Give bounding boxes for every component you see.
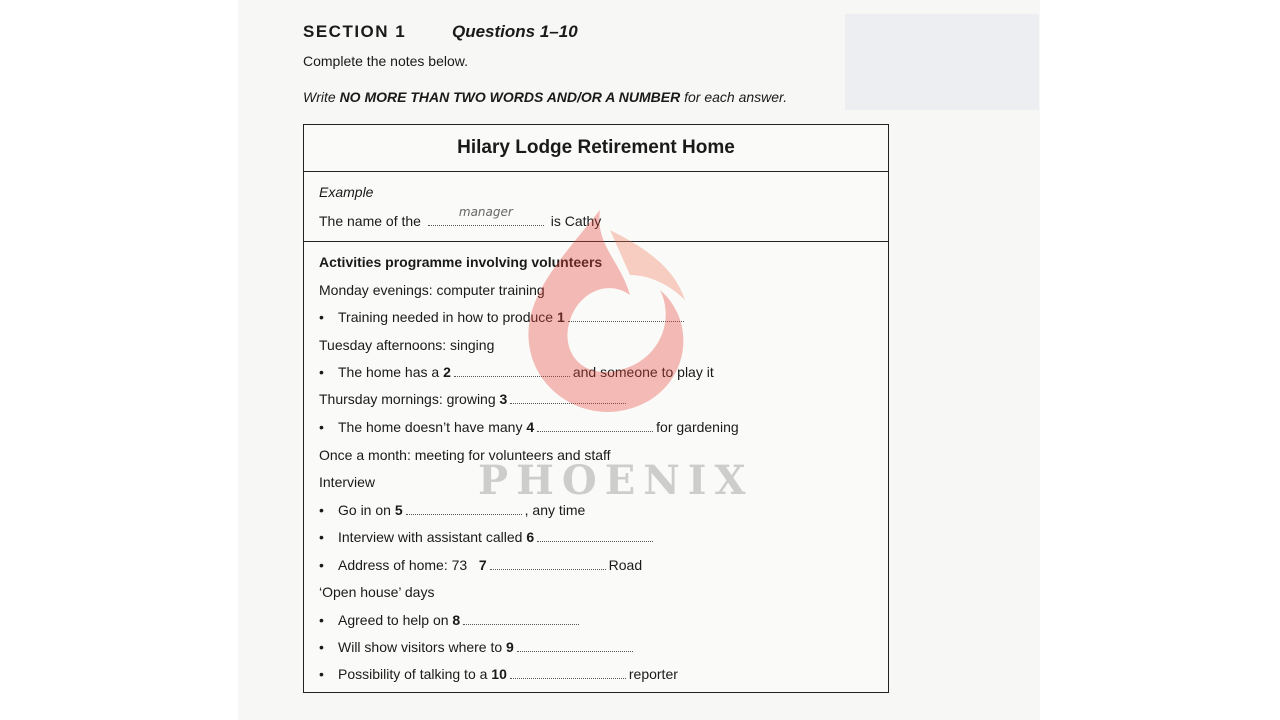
phoenix-watermark: PHOENIX	[478, 457, 754, 504]
questions-heading: Questions 1–10	[452, 22, 578, 41]
instruction-word-limit	[303, 89, 787, 105]
instruction-pre: Write	[303, 89, 340, 105]
q6-text: Interview with assistant called	[338, 529, 523, 545]
q3-text: Thursday mornings: growing	[319, 391, 496, 407]
grey-overlay-box	[845, 14, 1039, 110]
q4-number: 4	[526, 419, 535, 435]
q2-number: 2	[443, 364, 451, 380]
bullet-icon: •	[319, 364, 324, 380]
list-item-q5	[319, 502, 585, 518]
list-item-q10	[319, 666, 678, 682]
bullet-icon: •	[319, 557, 324, 573]
list-item-q7	[319, 557, 642, 573]
notes-box	[303, 124, 889, 693]
bullet-icon: •	[319, 639, 324, 655]
q2-text: The home has a	[338, 364, 440, 380]
example-row	[304, 172, 888, 242]
thursday-line	[319, 391, 629, 407]
bullet-icon: •	[319, 502, 324, 518]
section-heading: SECTION 1	[303, 22, 407, 41]
q8-number: 8	[452, 612, 461, 628]
tuesday-line: Tuesday afternoons: singing	[319, 337, 495, 353]
q1-number: 1	[556, 309, 565, 325]
list-item-q4	[319, 419, 739, 435]
q6-blank[interactable]	[537, 539, 653, 542]
example-answer: manager	[458, 205, 513, 219]
q5-number: 5	[394, 502, 403, 518]
q3-blank[interactable]	[510, 401, 626, 404]
monday-line: Monday evenings: computer training	[319, 282, 545, 298]
notes-title: Hilary Lodge Retirement Home	[304, 125, 888, 172]
q10-number: 10	[491, 666, 507, 682]
q7-blank[interactable]	[490, 567, 606, 570]
q3-number: 3	[499, 391, 508, 407]
q1-text: Training needed in how to produce	[338, 309, 554, 325]
q8-text: Agreed to help on	[338, 612, 449, 628]
example-post: is Cathy	[550, 213, 602, 229]
q7-text: Address of home: 73	[338, 557, 468, 573]
bullet-icon: •	[319, 309, 324, 325]
list-item-q6	[319, 529, 656, 545]
list-item-q2	[319, 364, 714, 380]
example-pre: The name of the	[319, 213, 421, 229]
interview-heading: Interview	[319, 474, 376, 490]
q8-blank[interactable]	[463, 622, 579, 625]
q4-post: for gardening	[656, 419, 739, 435]
q9-text: Will show visitors where to	[338, 639, 503, 655]
open-house-heading: ‘Open house’ days	[319, 584, 435, 600]
bullet-icon: •	[319, 419, 324, 435]
q9-blank[interactable]	[517, 649, 633, 652]
q10-text: Possibility of talking to a	[338, 666, 488, 682]
q6-number: 6	[526, 529, 535, 545]
bullet-icon: •	[319, 612, 324, 628]
q5-blank[interactable]	[406, 512, 522, 515]
activities-heading: Activities programme involving volunteers	[319, 254, 603, 270]
instruction-bold: NO MORE THAN TWO WORDS AND/OR A NUMBER	[339, 89, 681, 105]
q10-post: reporter	[628, 666, 678, 682]
bullet-icon: •	[319, 666, 324, 682]
monthly-meeting-line: Once a month: meeting for volunteers and staff	[319, 447, 611, 463]
list-item-q9	[319, 639, 636, 655]
bullet-icon: •	[319, 529, 324, 545]
q10-blank[interactable]	[510, 676, 626, 679]
instruction-post: for each answer.	[680, 89, 788, 105]
q5-text: Go in on	[338, 502, 391, 518]
q4-text: The home doesn’t have many	[338, 419, 523, 435]
q7-post: Road	[608, 557, 643, 573]
q2-post: and someone to play it	[572, 364, 714, 380]
q2-blank[interactable]	[454, 374, 570, 377]
q7-number: 7	[478, 557, 487, 573]
example-line	[319, 205, 602, 229]
q1-blank[interactable]	[568, 319, 684, 322]
instruction-complete: Complete the notes below.	[303, 53, 468, 69]
q9-number: 9	[506, 639, 514, 655]
q4-blank[interactable]	[537, 429, 653, 432]
example-label: Example	[319, 184, 374, 200]
example-answer-blank	[428, 205, 544, 226]
list-item-q8	[319, 612, 582, 628]
list-item-q1	[319, 309, 687, 325]
q5-post: , any time	[524, 502, 586, 518]
